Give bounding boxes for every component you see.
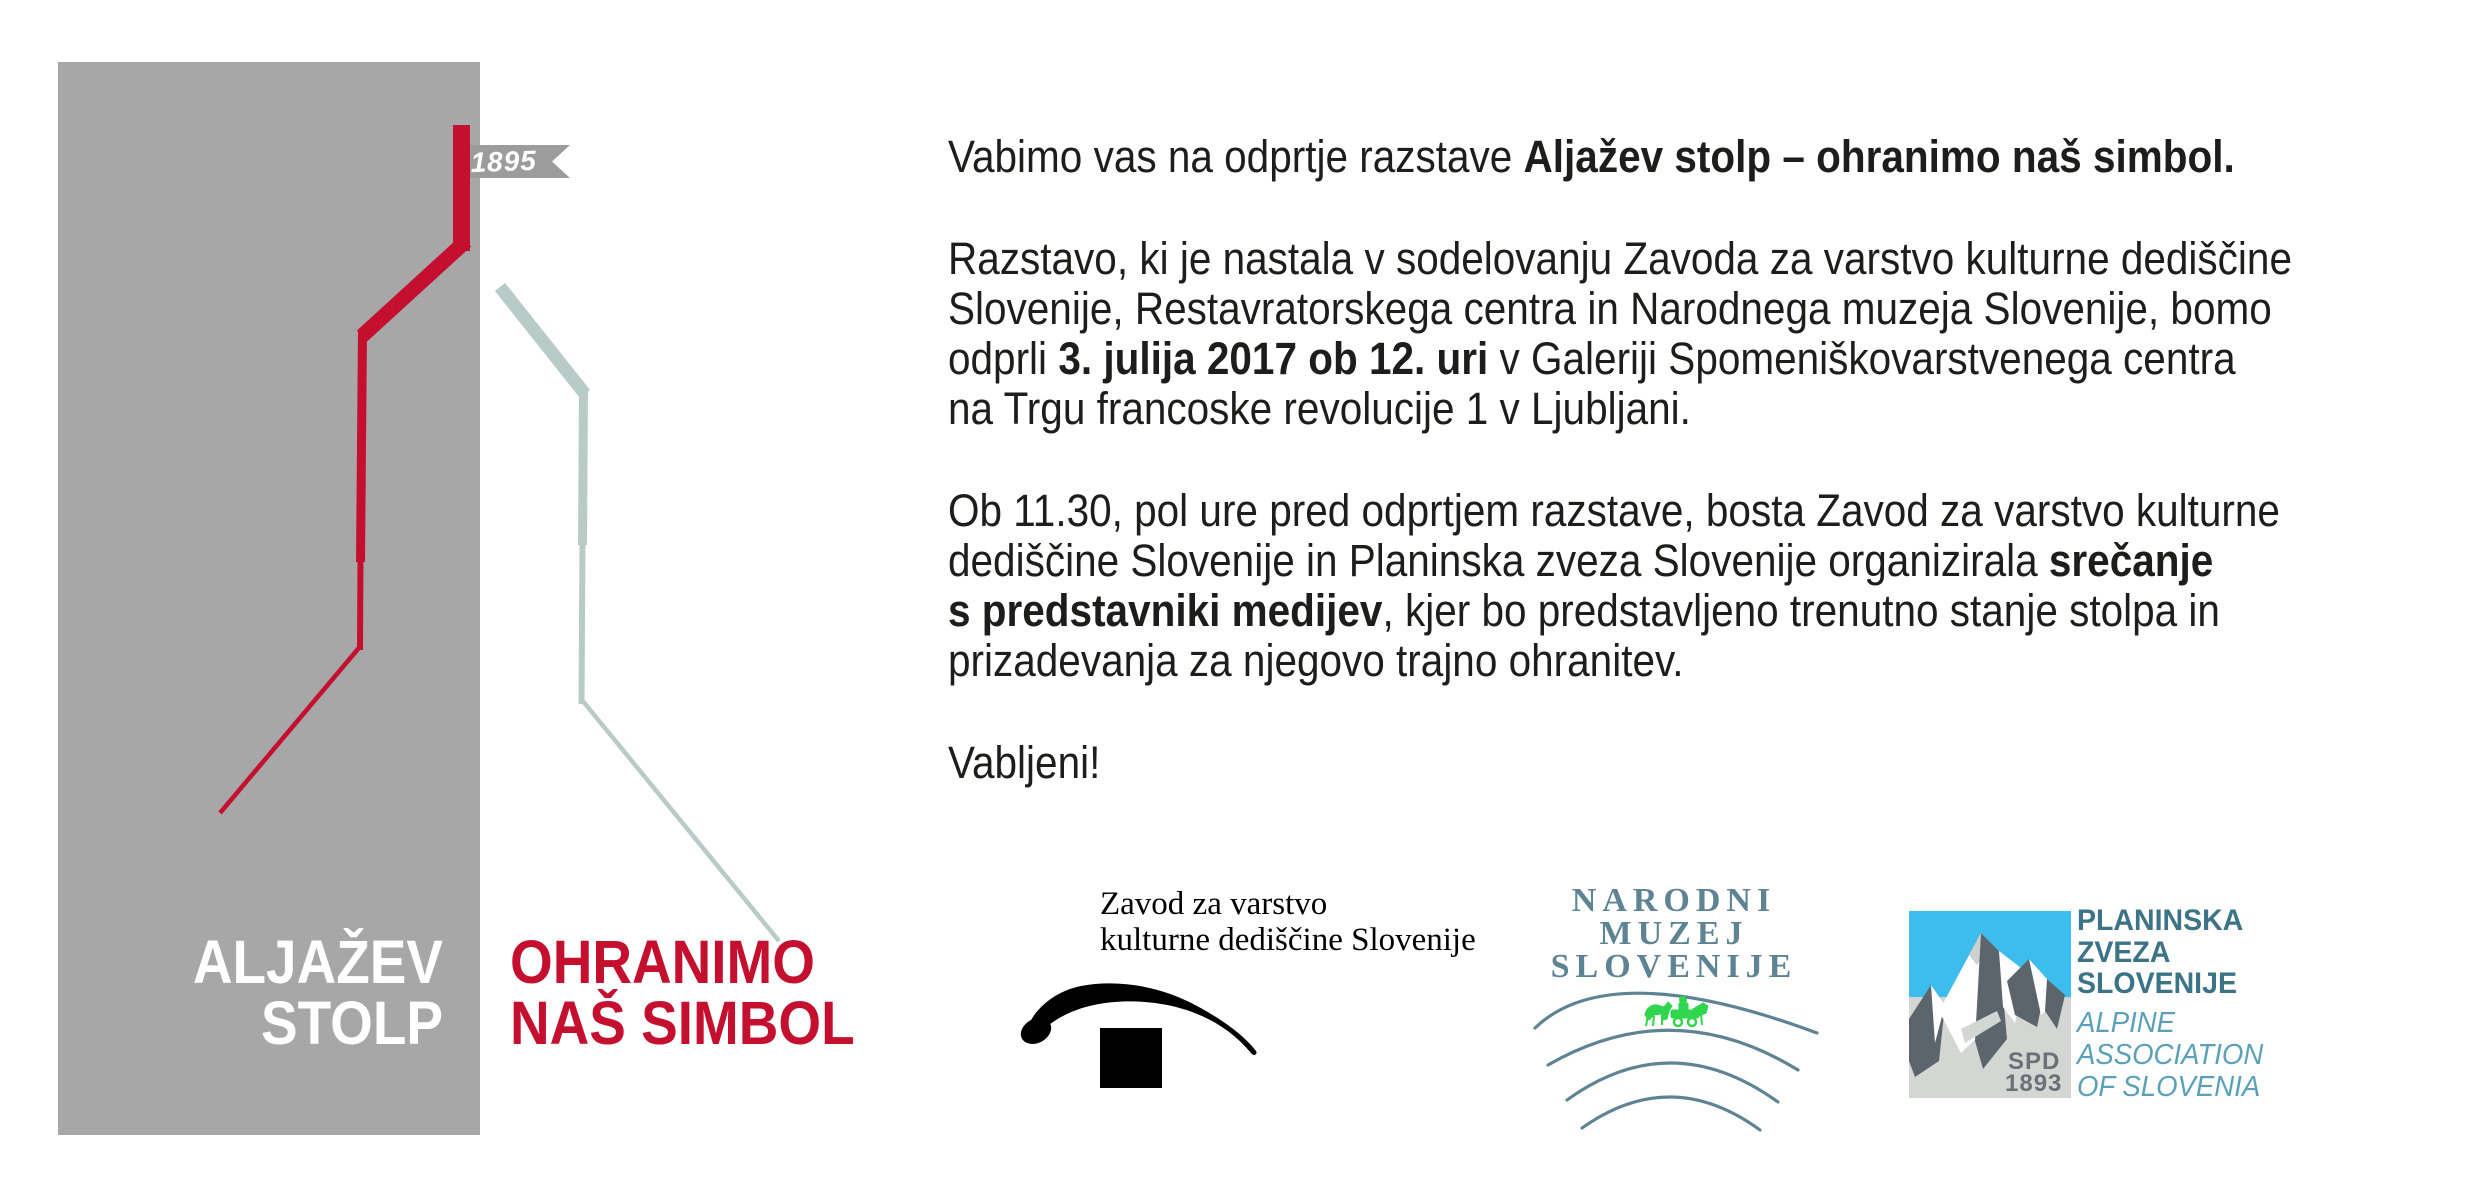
year-flag-label: 1895: [469, 144, 538, 179]
body-paragraph: [948, 234, 2406, 434]
body-text: Razstavo, ki je nastala v sodelovanju Zavoda za varstvo kulturne dediščine: [948, 233, 2292, 284]
body-text: na Trgu francoske revolucije 1 v Ljubljani.: [948, 383, 1691, 434]
tower-red-line: [220, 125, 466, 813]
nms-line: MUZEJ: [1599, 915, 1749, 952]
body-paragraph: [948, 486, 2406, 686]
body-text: Vabimo vas na odprtje razstave: [948, 131, 1524, 182]
body-text: v Galeriji Spomeniškovarstvenega centra: [1488, 333, 2236, 384]
situla-motif-icon: [1645, 997, 1708, 1027]
title-line: ALJAŽEV: [192, 928, 443, 996]
nms-arcs-icon: [1525, 985, 1825, 1135]
zvkds-square-icon: [1100, 1028, 1162, 1088]
body-text-bold: s predstavniki medijev: [948, 585, 1383, 636]
body-text-bold: Aljažev stolp – ohranimo naš simbol.: [1523, 131, 2235, 182]
body-text: prizadevanja za njegovo trajno ohranitev.: [948, 635, 1684, 686]
body-text: Vabljeni!: [948, 737, 1101, 788]
body-text: Ob 11.30, pol ure pred odprtjem razstave, bosta Zavod za varstvo kulturne: [948, 485, 2280, 536]
body-text-line: [948, 738, 2406, 788]
pzs-name-en: [2077, 1007, 2263, 1103]
zvkds-line: kulturne dediščine Slovenije: [1100, 922, 1476, 958]
title-line: OHRANIMO: [510, 928, 815, 996]
body-text-bold: 3. julija 2017 ob 12. uri: [1058, 333, 1489, 384]
body-text-bold: srečanje: [2048, 535, 2214, 586]
pzs-mountain-icon: [1909, 911, 2071, 1098]
body-text: , kjer bo predstavljeno trenutno stanje stolpa in: [1382, 585, 2220, 636]
tower-shadow-line: [500, 287, 779, 941]
pzs-name-sl: [2077, 905, 2263, 1000]
body-text: odprli: [948, 333, 1059, 384]
body-text: dediščine Slovenije in Planinska zveza Slovenije organizirala: [948, 535, 2049, 586]
pzs-line: PLANINSKA: [2077, 904, 2244, 937]
title-line: NAŠ SIMBOL: [510, 989, 855, 1057]
title-line: STOLP: [260, 989, 443, 1057]
body-text-line: [948, 636, 2406, 686]
zvkds-wordmark: [1100, 886, 1476, 958]
pzs-acronym: SPD: [2008, 1048, 2061, 1075]
body-text-line: [948, 536, 2406, 586]
body-text-line: [948, 284, 2406, 334]
body-text-line: [948, 586, 2406, 636]
nms-line: SLOVENIJE: [1550, 948, 1798, 985]
pzs-founding-year: 1893: [2005, 1070, 2063, 1097]
title-ohranimo-nas-simbol: [510, 928, 855, 1057]
pzs-line: ASSOCIATION: [2077, 1038, 2264, 1071]
pzs-line: OF SLOVENIA: [2077, 1070, 2261, 1103]
pzs-line: SLOVENIJE: [2077, 967, 2237, 1000]
zvkds-line: Zavod za varstvo: [1100, 886, 1328, 922]
body-text-line: [948, 234, 2406, 284]
pzs-line: ALPINE: [2077, 1006, 2176, 1039]
nms-wordmark: [1524, 884, 1824, 983]
nms-line: NARODNI: [1571, 882, 1777, 919]
pzs-wordmark: [2077, 905, 2273, 1103]
body-text-line: [948, 132, 2406, 182]
title-aljazev-stolp: [97, 928, 444, 1057]
body-text-line: [948, 486, 2406, 536]
body-text-line: [948, 334, 2406, 384]
invitation-text: [948, 132, 2406, 840]
body-text-line: [948, 384, 2406, 434]
pzs-line: ZVEZA: [2077, 935, 2171, 969]
body-paragraph: [948, 738, 2406, 788]
body-paragraph: [948, 132, 2406, 182]
body-text: Slovenije, Restavratorskega centra in Narodnega muzeja Slovenije, bomo: [948, 283, 2272, 334]
year-flag: [464, 145, 570, 178]
